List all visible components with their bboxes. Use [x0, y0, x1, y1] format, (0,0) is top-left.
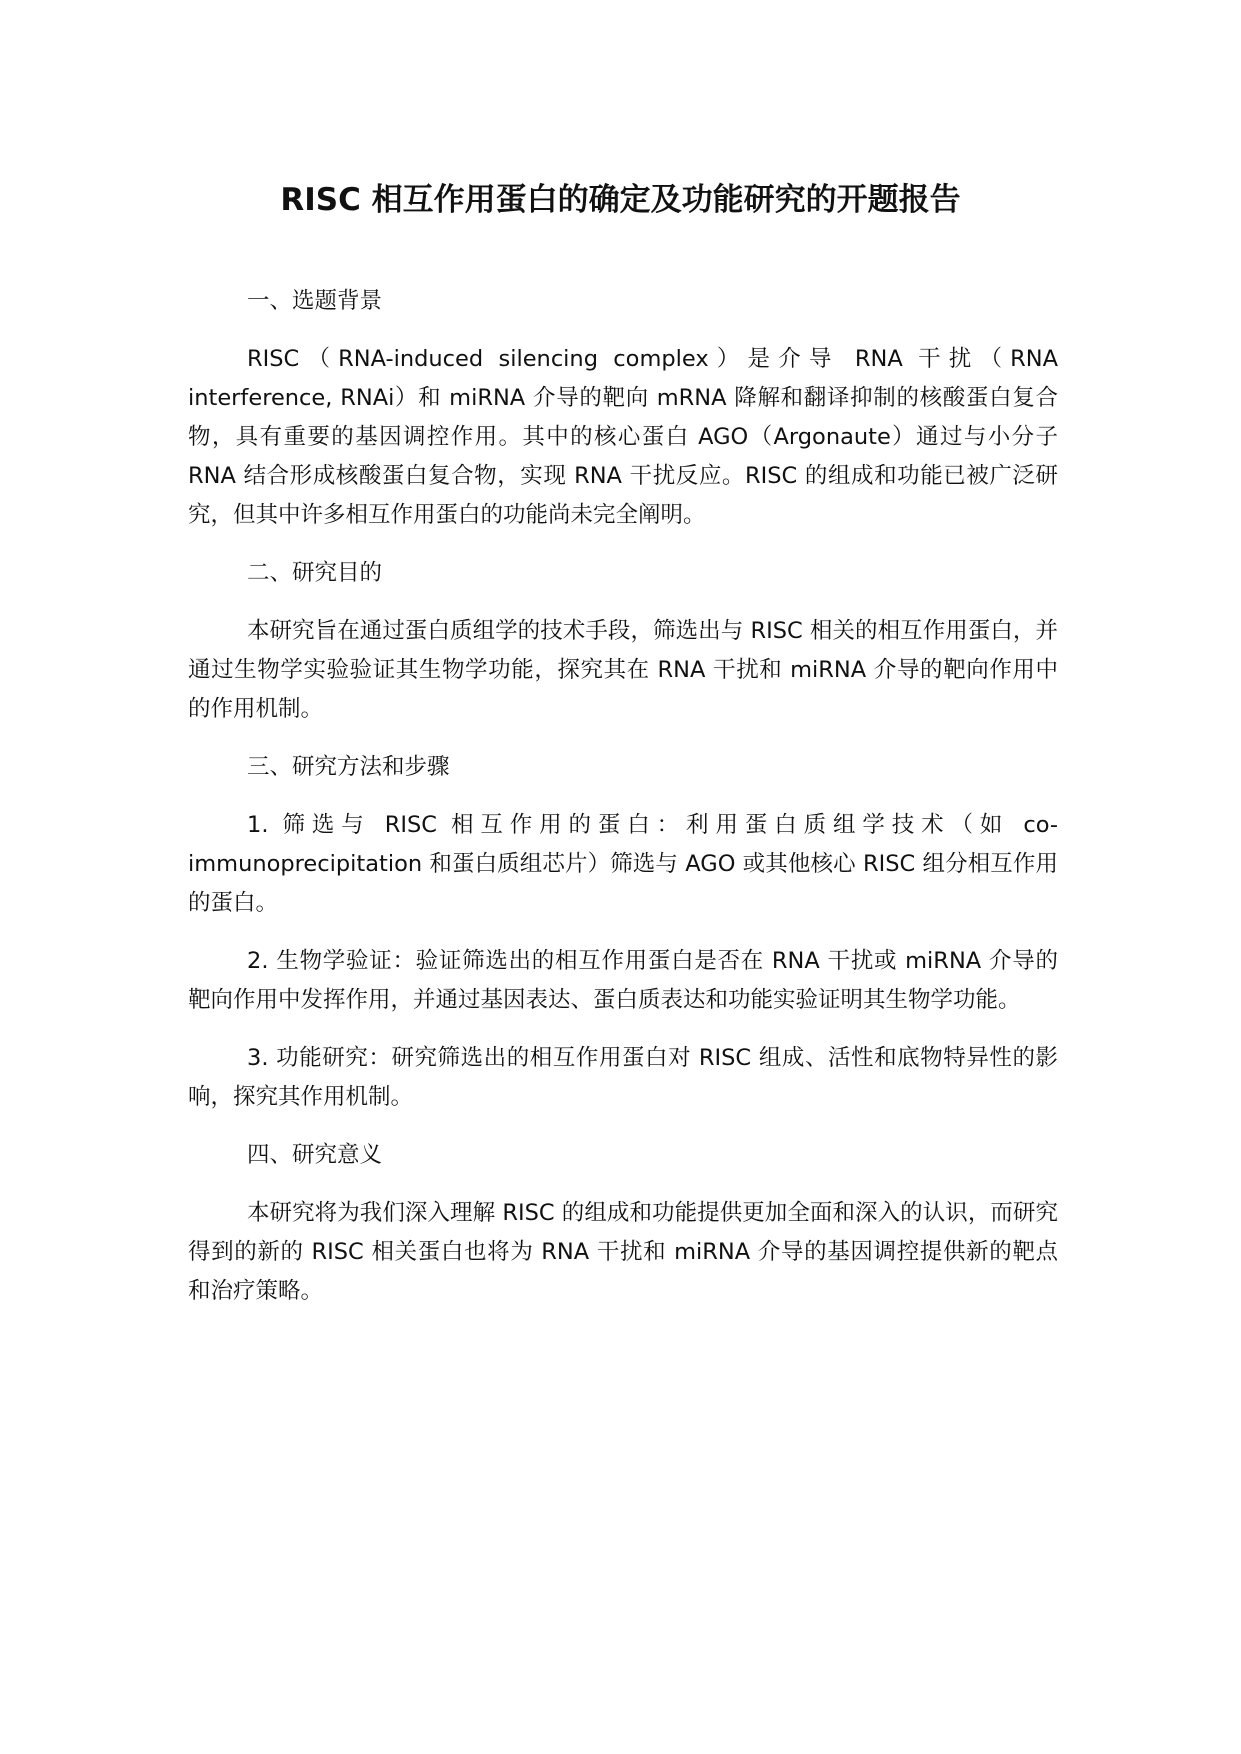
section-heading-objective: 二、研究目的	[247, 560, 383, 586]
paragraph-method-step-3: 3. 功能研究：研究筛选出的相互作用蛋白对 RISC 组成、活性和底物特异性的影响，探究其作用机制。	[188, 1045, 1058, 1110]
document-body	[188, 282, 1058, 1330]
section-heading-methods: 三、研究方法和步骤	[247, 754, 450, 780]
section-heading-significance: 四、研究意义	[247, 1142, 383, 1168]
paragraph-objective: 本研究旨在通过蛋白质组学的技术手段，筛选出与 RISC 相关的相互作用蛋白，并通过生物学实验验证其生物学功能，探究其在 RNA 干扰和 miRNA 介导的靶向作用中的作用机制。	[188, 618, 1058, 722]
paragraph-significance: 本研究将为我们深入理解 RISC 的组成和功能提供更加全面和深入的认识，而研究得到的新的 RISC 相关蛋白也将为 RNA 干扰和 miRNA 介导的基因调控提供新的靶点和治疗策略。	[188, 1200, 1058, 1304]
paragraph-background: RISC（RNA-induced silencing complex）是介导 RNA 干扰（RNA interference, RNAi）和 miRNA 介导的靶向 mRNA 降解和翻译抑制的核酸蛋白复合物，具有重要的基因调控作用。其中的核心蛋白 AGO（Argonaute）通过与小分子 RNA 结合形成核酸蛋白复合物，实现 RNA 干扰反应。RISC 的组成和功能已被广泛研究，但其中许多相互作用蛋白的功能尚未完全阐明。	[188, 346, 1058, 528]
paragraph-method-step-1: 1. 筛选与 RISC 相互作用的蛋白：利用蛋白质组学技术（如 co-immunoprecipitation 和蛋白质组芯片）筛选与 AGO 或其他核心 RISC 组分相互作用的蛋白。	[188, 812, 1058, 916]
document-title: RISC 相互作用蛋白的确定及功能研究的开题报告	[280, 182, 961, 218]
section-heading-background: 一、选题背景	[247, 288, 383, 314]
paragraph-method-step-2: 2. 生物学验证：验证筛选出的相互作用蛋白是否在 RNA 干扰或 miRNA 介导的靶向作用中发挥作用，并通过基因表达、蛋白质表达和功能实验证明其生物学功能。	[188, 948, 1058, 1013]
